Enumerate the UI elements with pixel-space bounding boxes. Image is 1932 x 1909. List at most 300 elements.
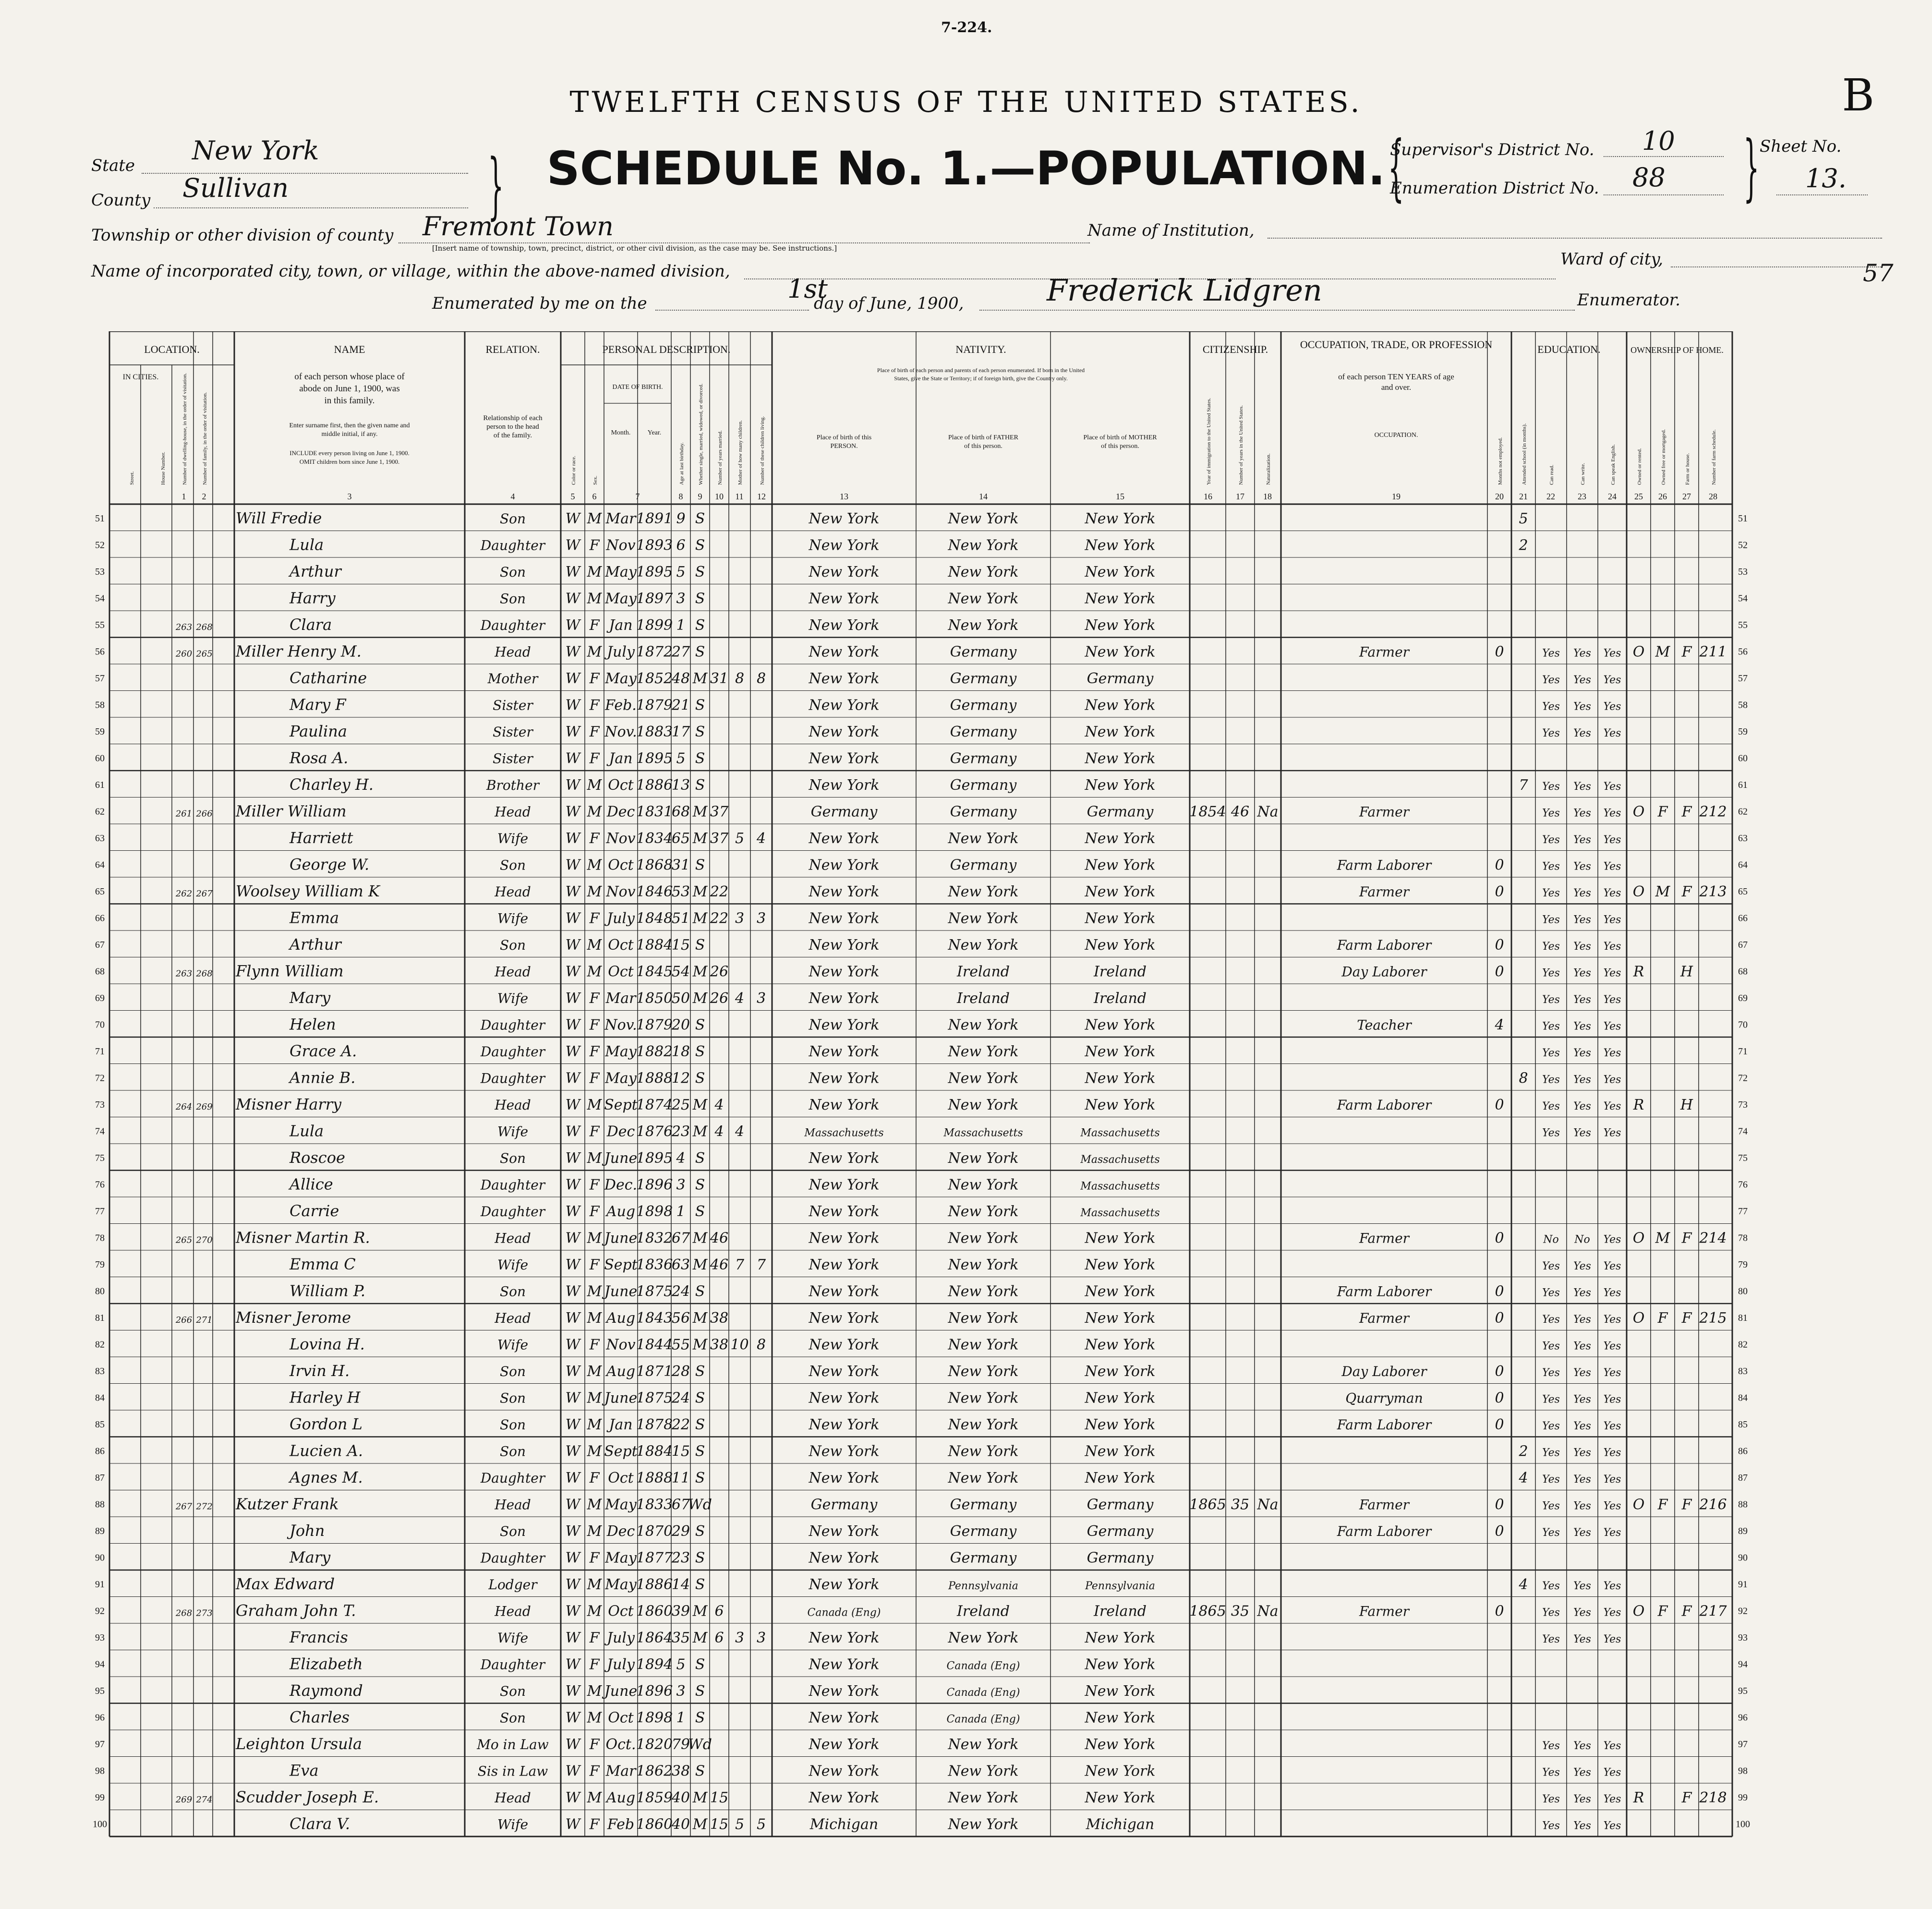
cell-own: R — [1633, 963, 1644, 980]
cell-speak: Yes — [1603, 1820, 1621, 1832]
cell-mother-of: 4 — [735, 990, 745, 1007]
cell-name: Charley H. — [290, 775, 374, 794]
cell-write: Yes — [1573, 1526, 1591, 1539]
cell-occupation: Farm Laborer — [1337, 937, 1432, 953]
cell-name: Raymond — [290, 1681, 363, 1700]
cell-month: Jan — [609, 750, 633, 767]
cell-speak: Yes — [1603, 1526, 1621, 1539]
cell-month: Oct. — [605, 1736, 636, 1753]
cell-sex: M — [587, 1149, 602, 1167]
birth-father-header: Place of birth of FATHER — [948, 434, 1018, 441]
cell-immig: 1865 — [1189, 1496, 1226, 1513]
name-header-note: INCLUDE every person living on June 1, 1900. — [290, 449, 410, 457]
cell-pob-father: New York — [948, 1629, 1019, 1646]
cell-color: W — [565, 1336, 580, 1353]
cell-age: 51 — [671, 910, 690, 927]
cell-free: M — [1655, 1230, 1670, 1247]
cell-color: W — [565, 1496, 580, 1513]
state-label: State — [91, 156, 135, 175]
cell-name: Lovina H. — [290, 1335, 365, 1353]
birth-mother-header: Place of birth of MOTHER — [1083, 434, 1157, 441]
cell-pob: Germany — [810, 803, 878, 821]
cell-family: 268 — [196, 622, 213, 632]
cell-write: Yes — [1573, 940, 1591, 953]
cell-age: 14 — [671, 1576, 690, 1593]
cell-own: R — [1633, 1789, 1644, 1806]
cell-month: June — [604, 1389, 638, 1407]
line-number: 58 — [95, 700, 105, 711]
column-number: 2 — [202, 492, 206, 501]
cell-school: 2 — [1519, 537, 1528, 554]
cell-pob: New York — [809, 1763, 880, 1780]
cell-month: Oct — [608, 1469, 634, 1486]
cell-sex: M — [587, 1309, 602, 1327]
cell-color: W — [565, 1230, 580, 1247]
cell-marital: Wd — [688, 1736, 712, 1753]
cell-speak: Yes — [1603, 1633, 1621, 1645]
cell-name: Mary F — [290, 695, 346, 714]
cell-month: Feb — [607, 1816, 635, 1833]
cell-free: F — [1657, 803, 1668, 821]
cell-age: 65 — [671, 830, 690, 847]
line-number: 68 — [95, 966, 105, 977]
line-number: 100 — [1736, 1819, 1750, 1830]
cell-marital: M — [692, 1123, 708, 1140]
cell-months-unemp: 0 — [1495, 936, 1504, 954]
line-number: 58 — [1738, 700, 1748, 711]
cell-occupation: Farmer — [1359, 1497, 1410, 1513]
cell-year: 1897 — [636, 590, 673, 607]
cell-age: 22 — [671, 1416, 690, 1433]
cell-marital: M — [692, 1629, 708, 1646]
cell-marital: S — [695, 1149, 705, 1167]
line-number: 70 — [95, 1019, 105, 1030]
cell-own: O — [1632, 643, 1645, 661]
line-number: 93 — [95, 1632, 105, 1643]
cell-pob-father: New York — [948, 1016, 1019, 1034]
column-number: 14 — [979, 492, 988, 501]
cell-pob-mother: Germany — [1087, 803, 1154, 821]
line-number: 91 — [95, 1579, 105, 1590]
cell-pob-mother: New York — [1085, 510, 1156, 527]
cell-yrs-us: 46 — [1231, 803, 1250, 821]
cell-farm: F — [1681, 643, 1692, 661]
cell-living: 3 — [756, 990, 766, 1007]
cell-pob: New York — [809, 1203, 880, 1220]
cell-relation: Wife — [497, 830, 529, 846]
cell-pob: New York — [809, 616, 880, 634]
cell-age: 5 — [676, 563, 686, 580]
supervisor-label: Supervisor's District No. — [1390, 140, 1594, 159]
cell-pob-father: Pennsylvania — [948, 1580, 1018, 1592]
cell-pob-mother: Massachusetts — [1080, 1207, 1160, 1219]
cell-marital: S — [695, 750, 705, 767]
cell-name: Graham John T. — [236, 1601, 356, 1620]
cell-marital: M — [692, 1816, 708, 1833]
cell-sex: M — [587, 510, 602, 527]
cell-read: Yes — [1542, 1313, 1560, 1326]
column-number: 4 — [510, 492, 515, 501]
cell-marital: M — [692, 1230, 708, 1247]
cell-pob-father: New York — [948, 1203, 1019, 1220]
cell-name: Roscoe — [290, 1148, 345, 1167]
cell-marital: M — [692, 1096, 708, 1113]
cell-marital: S — [695, 563, 705, 580]
cell-relation: Son — [499, 1710, 526, 1726]
cell-pob-mother: New York — [1085, 1656, 1156, 1673]
cell-month: June — [604, 1682, 638, 1700]
cell-month: Nov — [606, 883, 636, 900]
cell-read: Yes — [1542, 1074, 1560, 1086]
cell-dwelling: 261 — [175, 809, 193, 819]
cell-mother-of: 3 — [735, 1629, 745, 1646]
cell-age: 38 — [671, 1763, 690, 1780]
cell-pob-father: New York — [948, 1443, 1019, 1460]
cell-relation: Son — [499, 1390, 526, 1406]
cell-year: 1820 — [636, 1736, 673, 1753]
cell-month: May — [605, 590, 637, 607]
cell-age: 56 — [671, 1309, 690, 1327]
cell-name: Emma — [290, 908, 339, 927]
line-number: 86 — [1738, 1446, 1748, 1457]
line-number: 82 — [1738, 1339, 1748, 1350]
cell-color: W — [565, 643, 580, 661]
line-number: 62 — [95, 806, 105, 817]
table-grid — [90, 331, 1838, 1858]
line-number: 70 — [1738, 1019, 1748, 1030]
cell-pob-father: Germany — [950, 670, 1017, 687]
cell-year: 1875 — [636, 1283, 673, 1300]
cell-pob: New York — [809, 1549, 880, 1567]
cell-pob: New York — [809, 910, 880, 927]
cell-pob-father: New York — [948, 510, 1019, 527]
line-number: 54 — [95, 593, 105, 604]
line-number: 77 — [95, 1206, 105, 1217]
cell-schedule: 213 — [1699, 883, 1727, 900]
cell-occupation: Farmer — [1359, 1230, 1410, 1246]
cell-pob: New York — [809, 1736, 880, 1753]
cell-age: 21 — [671, 697, 690, 714]
cell-free: F — [1657, 1496, 1668, 1513]
cell-color: W — [565, 1576, 580, 1593]
cell-color: W — [565, 830, 580, 847]
cell-relation: Head — [495, 1603, 531, 1619]
cell-name: Clara — [290, 615, 332, 634]
cell-name: Rosa A. — [290, 749, 349, 767]
cell-speak: Yes — [1603, 887, 1621, 899]
cell-pob-father: Germany — [950, 697, 1017, 714]
cell-relation: Son — [499, 1523, 526, 1539]
cell-pob-mother: New York — [1085, 616, 1156, 634]
cell-year: 1896 — [636, 1682, 673, 1700]
cell-color: W — [565, 1709, 580, 1727]
cell-yrs-married: 22 — [710, 910, 729, 927]
cell-pob-mother: New York — [1085, 750, 1156, 767]
cell-occupation: Farmer — [1359, 804, 1410, 820]
line-number: 96 — [95, 1712, 105, 1723]
cell-marital: S — [695, 936, 705, 954]
cell-living: 8 — [756, 1336, 766, 1353]
rotated-column-header: Whether single, married, widowed, or divorced. — [698, 383, 704, 485]
cell-pob-mother: New York — [1085, 1736, 1156, 1753]
cell-name: Agnes M. — [290, 1468, 363, 1486]
cell-own: O — [1632, 1603, 1645, 1620]
cell-marital: S — [695, 1682, 705, 1700]
cell-months-unemp: 0 — [1495, 883, 1504, 900]
cell-months-unemp: 0 — [1495, 1363, 1504, 1380]
cell-pob: New York — [809, 990, 880, 1007]
column-number: 3 — [347, 492, 352, 501]
cell-month: July — [607, 910, 635, 927]
column-number: 7 — [635, 492, 640, 501]
cell-color: W — [565, 883, 580, 900]
cell-year: 1859 — [636, 1789, 673, 1806]
cell-write: Yes — [1573, 1393, 1591, 1406]
sheet-value: 13. — [1805, 163, 1847, 193]
cell-pob: New York — [809, 1469, 880, 1486]
cell-pob-father: New York — [948, 590, 1019, 607]
cell-pob-father: Germany — [950, 723, 1017, 740]
cell-pob-mother: New York — [1085, 1682, 1156, 1700]
cell-read: Yes — [1542, 1740, 1560, 1752]
cell-yrs-married: 31 — [710, 670, 729, 687]
cell-read: Yes — [1542, 1793, 1560, 1805]
cell-sex: F — [589, 910, 600, 927]
cell-pob-father: New York — [948, 1230, 1019, 1247]
cell-age: 17 — [671, 723, 690, 740]
cell-occupation: Farmer — [1359, 1603, 1410, 1619]
cell-marital: M — [692, 883, 708, 900]
cell-speak: Yes — [1603, 1287, 1621, 1299]
cell-year: 1886 — [636, 776, 673, 794]
cell-age: 1 — [676, 1709, 686, 1727]
cell-year: 1843 — [636, 1309, 673, 1327]
cell-pob-father: Canada (Eng) — [946, 1713, 1020, 1726]
cell-pob-father: Germany — [950, 643, 1017, 661]
cell-marital: S — [695, 1389, 705, 1407]
line-number: 56 — [95, 646, 105, 657]
cell-occupation: Day Laborer — [1341, 1363, 1427, 1379]
cell-pob: New York — [809, 1283, 880, 1300]
cell-write: Yes — [1573, 1287, 1591, 1299]
line-number: 92 — [95, 1606, 105, 1617]
line-number: 97 — [95, 1739, 105, 1750]
cell-write: Yes — [1573, 807, 1591, 820]
line-number: 57 — [95, 673, 105, 684]
name-header-note: middle initial, if any. — [321, 431, 378, 438]
cell-color: W — [565, 537, 580, 554]
cell-pob-mother: New York — [1085, 830, 1156, 847]
cell-month: Dec — [606, 1123, 635, 1140]
cell-relation: Daughter — [480, 1043, 545, 1060]
cell-relation: Son — [499, 857, 526, 873]
birth-person-header: PERSON. — [830, 443, 858, 450]
cell-year: 1878 — [636, 1416, 673, 1433]
cell-pob: New York — [809, 723, 880, 740]
line-number: 55 — [95, 619, 105, 630]
column-number: 26 — [1658, 492, 1667, 501]
column-number: 11 — [735, 492, 744, 501]
cell-name: Francis — [290, 1628, 348, 1646]
cell-yrs-married: 15 — [710, 1816, 729, 1833]
cell-schedule: 218 — [1699, 1789, 1727, 1806]
line-number: 73 — [1738, 1099, 1748, 1110]
cell-year: 1883 — [636, 723, 673, 740]
cell-month: Aug — [606, 1309, 636, 1327]
cell-year: 1862 — [636, 1763, 673, 1780]
cell-natur: Na — [1257, 1603, 1279, 1620]
cell-months-unemp: 0 — [1495, 1603, 1504, 1620]
cell-write: Yes — [1573, 1473, 1591, 1486]
cell-natur: Na — [1257, 803, 1279, 821]
line-number: 90 — [1738, 1552, 1748, 1563]
rotated-column-header: Number of years in the United States. — [1238, 405, 1244, 485]
cell-speak: Yes — [1603, 967, 1621, 979]
cell-marital: S — [695, 1443, 705, 1460]
cell-age: 3 — [676, 1176, 686, 1194]
line-number: 61 — [1738, 779, 1748, 790]
cell-yrs-us: 35 — [1231, 1496, 1250, 1513]
cell-mother-of: 5 — [735, 1816, 745, 1833]
cell-color: W — [565, 1549, 580, 1567]
cell-age: 68 — [671, 803, 690, 821]
cell-marital: S — [695, 1203, 705, 1220]
cell-months-unemp: 0 — [1495, 1096, 1504, 1113]
cell-read: Yes — [1542, 967, 1560, 979]
cell-name: Woolsey William K — [236, 882, 380, 900]
cell-age: 50 — [671, 990, 690, 1007]
cell-relation: Son — [499, 510, 526, 527]
cell-school: 8 — [1519, 1070, 1528, 1087]
rotated-column-header: Age at last birthday. — [679, 442, 685, 485]
cell-marital: S — [695, 1416, 705, 1433]
state-value: New York — [192, 135, 319, 166]
cell-sex: F — [589, 830, 600, 847]
cell-pob-mother: Massachusetts — [1080, 1180, 1160, 1193]
cell-year: 1860 — [636, 1603, 673, 1620]
cell-sex: M — [587, 590, 602, 607]
column-number: 19 — [1392, 492, 1401, 501]
cell-marital: S — [695, 1016, 705, 1034]
cell-pob-father: New York — [948, 1736, 1019, 1753]
cell-relation: Daughter — [480, 1177, 545, 1193]
cell-pob: New York — [809, 830, 880, 847]
line-number: 51 — [1738, 513, 1748, 524]
cell-color: W — [565, 1443, 580, 1460]
cell-month: July — [607, 1629, 635, 1646]
cell-pob: New York — [809, 590, 880, 607]
cell-sex: M — [587, 883, 602, 900]
cell-sex: F — [589, 1043, 600, 1060]
cell-color: W — [565, 1736, 580, 1753]
cell-year: 1898 — [636, 1709, 673, 1727]
occupation-note: of each person TEN YEARS of age — [1338, 372, 1454, 381]
cell-color: W — [565, 1309, 580, 1327]
cell-color: W — [565, 803, 580, 821]
line-number: 96 — [1738, 1712, 1748, 1723]
line-number: 81 — [1738, 1312, 1748, 1323]
cell-name: Mary — [290, 1548, 331, 1567]
cell-read: Yes — [1542, 1393, 1560, 1406]
cell-farm: F — [1681, 1603, 1692, 1620]
cell-marital: S — [695, 616, 705, 634]
cell-pob-father: New York — [948, 830, 1019, 847]
cell-speak: Yes — [1603, 807, 1621, 820]
cell-read: Yes — [1542, 1607, 1560, 1619]
cell-pob: New York — [809, 563, 880, 580]
cell-sex: F — [589, 1736, 600, 1753]
cell-speak: Yes — [1603, 1260, 1621, 1272]
cell-read: Yes — [1542, 780, 1560, 793]
cell-age: 67 — [671, 1496, 690, 1513]
cell-year: 1833 — [636, 1496, 673, 1513]
cell-read: Yes — [1542, 1047, 1560, 1059]
cell-months-unemp: 0 — [1495, 1230, 1504, 1247]
cell-pob-mother: New York — [1085, 1309, 1156, 1327]
cell-immig: 1865 — [1189, 1603, 1226, 1620]
cell-pob: New York — [809, 1336, 880, 1353]
cell-sex: M — [587, 1709, 602, 1727]
cell-pob-father: New York — [948, 1256, 1019, 1273]
column-number: 18 — [1263, 492, 1272, 501]
cell-month: Nov. — [604, 1016, 637, 1034]
rotated-column-header: Farm or house. — [1685, 453, 1690, 485]
cell-color: W — [565, 963, 580, 980]
cell-speak: Yes — [1603, 1233, 1621, 1246]
cell-relation: Head — [495, 1497, 531, 1513]
line-number: 53 — [95, 566, 105, 577]
cell-write: Yes — [1573, 993, 1591, 1006]
cell-color: W — [565, 1123, 580, 1140]
cell-farm: F — [1681, 1789, 1692, 1806]
cell-speak: Yes — [1603, 701, 1621, 713]
cell-own: O — [1632, 803, 1645, 821]
cell-yrs-married: 4 — [714, 1096, 724, 1113]
cell-yrs-married: 46 — [710, 1230, 729, 1247]
line-number: 80 — [95, 1286, 105, 1297]
cell-read: Yes — [1542, 807, 1560, 820]
cell-read: Yes — [1542, 1447, 1560, 1459]
cell-month: Oct — [608, 1709, 634, 1727]
cell-pob-mother: New York — [1085, 590, 1156, 607]
cell-color: W — [565, 510, 580, 527]
cell-own: O — [1632, 883, 1645, 900]
cell-speak: Yes — [1603, 993, 1621, 1006]
cell-own: R — [1633, 1096, 1644, 1113]
cell-pob-mother: New York — [1085, 857, 1156, 874]
cell-dwelling: 260 — [175, 649, 193, 659]
line-number: 79 — [1738, 1259, 1748, 1270]
cell-pob-mother: New York — [1085, 776, 1156, 794]
cell-dwelling: 266 — [175, 1315, 193, 1325]
rotated-column-header: Number of family, in the order of visitation. — [202, 392, 208, 485]
line-number: 72 — [1738, 1073, 1748, 1084]
cell-write: Yes — [1573, 701, 1591, 713]
cell-color: W — [565, 1522, 580, 1540]
cell-pob-father: New York — [948, 936, 1019, 954]
line-number: 98 — [95, 1765, 105, 1776]
cell-pob: New York — [809, 1709, 880, 1727]
line-number: 57 — [1738, 673, 1748, 684]
line-number: 74 — [1738, 1126, 1748, 1137]
cell-age: 18 — [671, 1043, 690, 1060]
column-number: 9 — [698, 492, 702, 501]
cell-marital: S — [695, 1656, 705, 1673]
rotated-column-header: Can speak English. — [1610, 444, 1616, 485]
group-name: NAME — [334, 343, 365, 355]
cell-month: Jan — [609, 1416, 633, 1433]
cell-relation: Daughter — [480, 1550, 545, 1566]
